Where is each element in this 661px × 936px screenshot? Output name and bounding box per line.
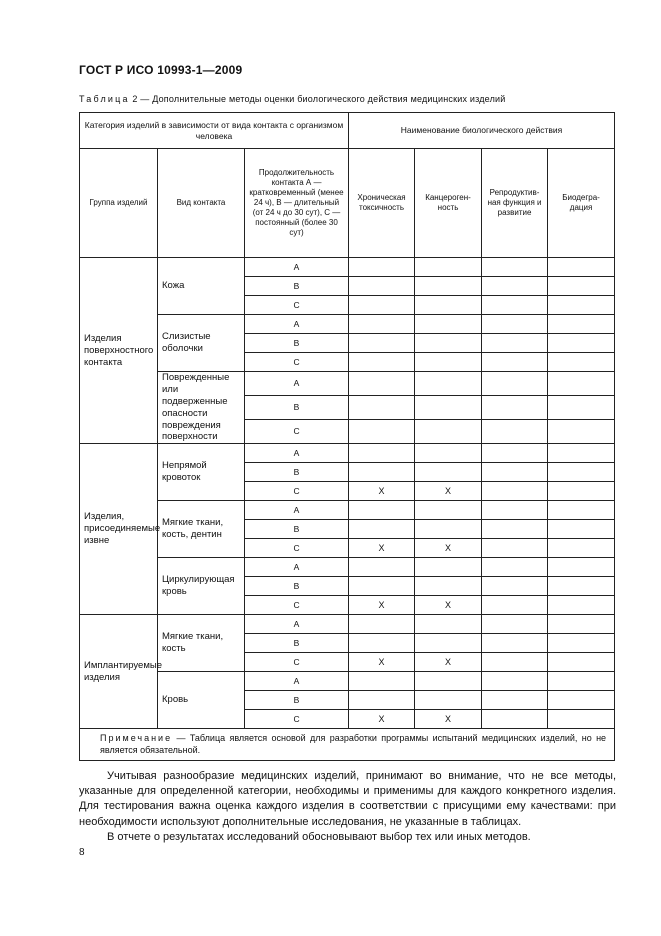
repro-cell — [482, 539, 548, 558]
table-caption-text: 2 — Дополнительные методы оценки биологического действия медицинских изделий — [129, 94, 506, 104]
biodeg-cell — [548, 296, 615, 315]
chronic-cell — [349, 444, 415, 463]
carcino-cell: X — [415, 539, 482, 558]
carcino-cell — [415, 463, 482, 482]
carcino-cell — [415, 558, 482, 577]
page-number: 8 — [79, 847, 85, 858]
biodeg-cell — [548, 558, 615, 577]
repro-cell — [482, 482, 548, 501]
repro-cell — [482, 520, 548, 539]
table-row — [80, 315, 615, 334]
biodeg-cell — [548, 710, 615, 729]
standard-title: ГОСТ Р ИСО 10993-1—2009 — [79, 63, 243, 77]
chronic-cell — [349, 372, 415, 396]
chronic-cell: X — [349, 596, 415, 615]
chronic-cell — [349, 501, 415, 520]
biodeg-cell — [548, 258, 615, 277]
methods-table — [79, 112, 615, 761]
carcino-cell — [415, 372, 482, 396]
chronic-cell — [349, 334, 415, 353]
biodeg-cell — [548, 577, 615, 596]
biodeg-cell — [548, 315, 615, 334]
repro-cell — [482, 672, 548, 691]
category-header: Категория изделий в зависимости от вида контакта с организмом человека — [80, 113, 349, 149]
repro-cell — [482, 710, 548, 729]
device-group-cell: Изделия, присоединяемые извне — [80, 444, 158, 615]
contact-type-cell: Слизистые оболочки — [158, 315, 245, 372]
chronic-cell: X — [349, 710, 415, 729]
duration-class-cell: B — [245, 277, 349, 296]
carcino-cell: X — [415, 482, 482, 501]
repro-cell — [482, 372, 548, 396]
contact-type-cell: Циркулирующая кровь — [158, 558, 245, 615]
contact-type-cell: Кровь — [158, 672, 245, 729]
reproduction-header: Репродуктив-ная функция и развитие — [482, 149, 548, 258]
repro-cell — [482, 577, 548, 596]
carcino-cell: X — [415, 653, 482, 672]
biodeg-cell — [548, 653, 615, 672]
biodeg-cell — [548, 463, 615, 482]
carcino-cell — [415, 501, 482, 520]
contact-type-header: Вид контакта — [158, 149, 245, 258]
chronic-cell — [349, 558, 415, 577]
duration-class-cell: A — [245, 615, 349, 634]
chronic-cell — [349, 672, 415, 691]
table-row — [80, 372, 615, 396]
biodeg-cell — [548, 520, 615, 539]
paragraph: Учитывая разнообразие медицинских изделий, принимают во внимание, что не все методы, указанные для определенной категории, необходимы и применимы для каждого конкретного изделия. Для тестирования важна оценка каждого изделия в соответствии с присущими ему качествами: при необходимости используют дополнительные исследования, не указанные в таблицах. — [79, 770, 616, 828]
repro-cell — [482, 501, 548, 520]
carcino-cell — [415, 672, 482, 691]
table-row — [80, 444, 615, 463]
group-header: Группа изделий — [80, 149, 158, 258]
biodeg-cell — [548, 372, 615, 396]
table-row — [80, 558, 615, 577]
repro-cell — [482, 258, 548, 277]
repro-cell — [482, 691, 548, 710]
chronic-cell — [349, 296, 415, 315]
biodeg-cell — [548, 539, 615, 558]
repro-cell — [482, 653, 548, 672]
biodeg-cell — [548, 353, 615, 372]
table-caption-label: Таблица — [79, 94, 130, 104]
repro-cell — [482, 634, 548, 653]
duration-class-cell: B — [245, 463, 349, 482]
body-text — [79, 769, 616, 845]
duration-class-cell: B — [245, 334, 349, 353]
duration-class-cell: B — [245, 691, 349, 710]
duration-class-cell: A — [245, 501, 349, 520]
repro-cell — [482, 334, 548, 353]
contact-type-cell: Непрямой кровоток — [158, 444, 245, 501]
table-row — [80, 672, 615, 691]
repro-cell — [482, 353, 548, 372]
carcino-cell: X — [415, 596, 482, 615]
chronic-toxicity-header: Хроническая токсичность — [349, 149, 415, 258]
chronic-cell — [349, 315, 415, 334]
paragraph: В отчете о результатах исследований обосновывают выбор тех или иных методов. — [107, 830, 531, 843]
duration-class-cell: A — [245, 444, 349, 463]
duration-class-cell: C — [245, 296, 349, 315]
carcino-cell — [415, 277, 482, 296]
duration-class-cell: C — [245, 710, 349, 729]
duration-header: Продолжительность контакта А — кратковременный (менее 24 ч), В — длительный (от 24 ч до 30 сут), С — постоянный (более 30 сут) — [245, 149, 349, 258]
device-group-cell: Имплантируемые изделия — [80, 615, 158, 729]
repro-cell — [482, 615, 548, 634]
carcino-cell — [415, 296, 482, 315]
chronic-cell: X — [349, 482, 415, 501]
chronic-cell — [349, 353, 415, 372]
repro-cell — [482, 444, 548, 463]
repro-cell — [482, 315, 548, 334]
contact-type-cell: Поврежденные или подверженные опасности повреждения поверхности — [158, 372, 245, 444]
biodeg-cell — [548, 396, 615, 420]
biodeg-cell — [548, 420, 615, 444]
duration-class-cell: B — [245, 577, 349, 596]
duration-class-cell: C — [245, 653, 349, 672]
biodegradation-header: Биодегра-дация — [548, 149, 615, 258]
table-note — [80, 729, 615, 761]
chronic-cell: X — [349, 539, 415, 558]
chronic-cell — [349, 396, 415, 420]
biodeg-cell — [548, 634, 615, 653]
carcino-cell — [415, 315, 482, 334]
biodeg-cell — [548, 444, 615, 463]
biodeg-cell — [548, 277, 615, 296]
duration-class-cell: B — [245, 634, 349, 653]
contact-type-cell: Кожа — [158, 258, 245, 315]
duration-class-cell: A — [245, 672, 349, 691]
duration-class-cell: C — [245, 420, 349, 444]
carcino-cell — [415, 420, 482, 444]
table-row — [80, 258, 615, 277]
carcino-cell — [415, 520, 482, 539]
biodeg-cell — [548, 482, 615, 501]
repro-cell — [482, 558, 548, 577]
carcinogenicity-header: Канцероген-ность — [415, 149, 482, 258]
duration-class-cell: A — [245, 558, 349, 577]
chronic-cell — [349, 520, 415, 539]
biodeg-cell — [548, 596, 615, 615]
chronic-cell — [349, 277, 415, 296]
duration-class-cell: A — [245, 372, 349, 396]
duration-class-cell: C — [245, 482, 349, 501]
biodeg-cell — [548, 672, 615, 691]
duration-class-cell: B — [245, 520, 349, 539]
repro-cell — [482, 420, 548, 444]
duration-class-cell: A — [245, 258, 349, 277]
table-note-label: Примечание — [100, 733, 173, 744]
carcino-cell — [415, 691, 482, 710]
chronic-cell — [349, 420, 415, 444]
duration-class-cell: C — [245, 539, 349, 558]
repro-cell — [482, 463, 548, 482]
contact-type-cell: Мягкие ткани, кость, дентин — [158, 501, 245, 558]
repro-cell — [482, 396, 548, 420]
chronic-cell — [349, 691, 415, 710]
biodeg-cell — [548, 501, 615, 520]
duration-class-cell: A — [245, 315, 349, 334]
carcino-cell — [415, 353, 482, 372]
biodeg-cell — [548, 334, 615, 353]
table-caption — [79, 94, 506, 104]
contact-type-cell: Мягкие ткани, кость — [158, 615, 245, 672]
device-group-cell: Изделия поверхностного контакта — [80, 258, 158, 444]
carcino-cell — [415, 334, 482, 353]
duration-class-cell: C — [245, 596, 349, 615]
table-row — [80, 501, 615, 520]
chronic-cell — [349, 577, 415, 596]
carcino-cell — [415, 634, 482, 653]
chronic-cell: X — [349, 653, 415, 672]
repro-cell — [482, 277, 548, 296]
duration-class-cell: C — [245, 353, 349, 372]
biodeg-cell — [548, 615, 615, 634]
effects-header: Наименование биологического действия — [349, 113, 615, 149]
table-note-text: — Таблица является основой для разработки программы испытаний медицинских изделий, но не является обязательной. — [100, 733, 607, 755]
repro-cell — [482, 296, 548, 315]
carcino-cell — [415, 615, 482, 634]
chronic-cell — [349, 615, 415, 634]
table-body — [80, 258, 615, 729]
chronic-cell — [349, 634, 415, 653]
repro-cell — [482, 596, 548, 615]
carcino-cell — [415, 396, 482, 420]
biodeg-cell — [548, 691, 615, 710]
duration-class-cell: B — [245, 396, 349, 420]
carcino-cell — [415, 258, 482, 277]
carcino-cell — [415, 444, 482, 463]
chronic-cell — [349, 463, 415, 482]
table-row — [80, 615, 615, 634]
carcino-cell: X — [415, 710, 482, 729]
carcino-cell — [415, 577, 482, 596]
chronic-cell — [349, 258, 415, 277]
